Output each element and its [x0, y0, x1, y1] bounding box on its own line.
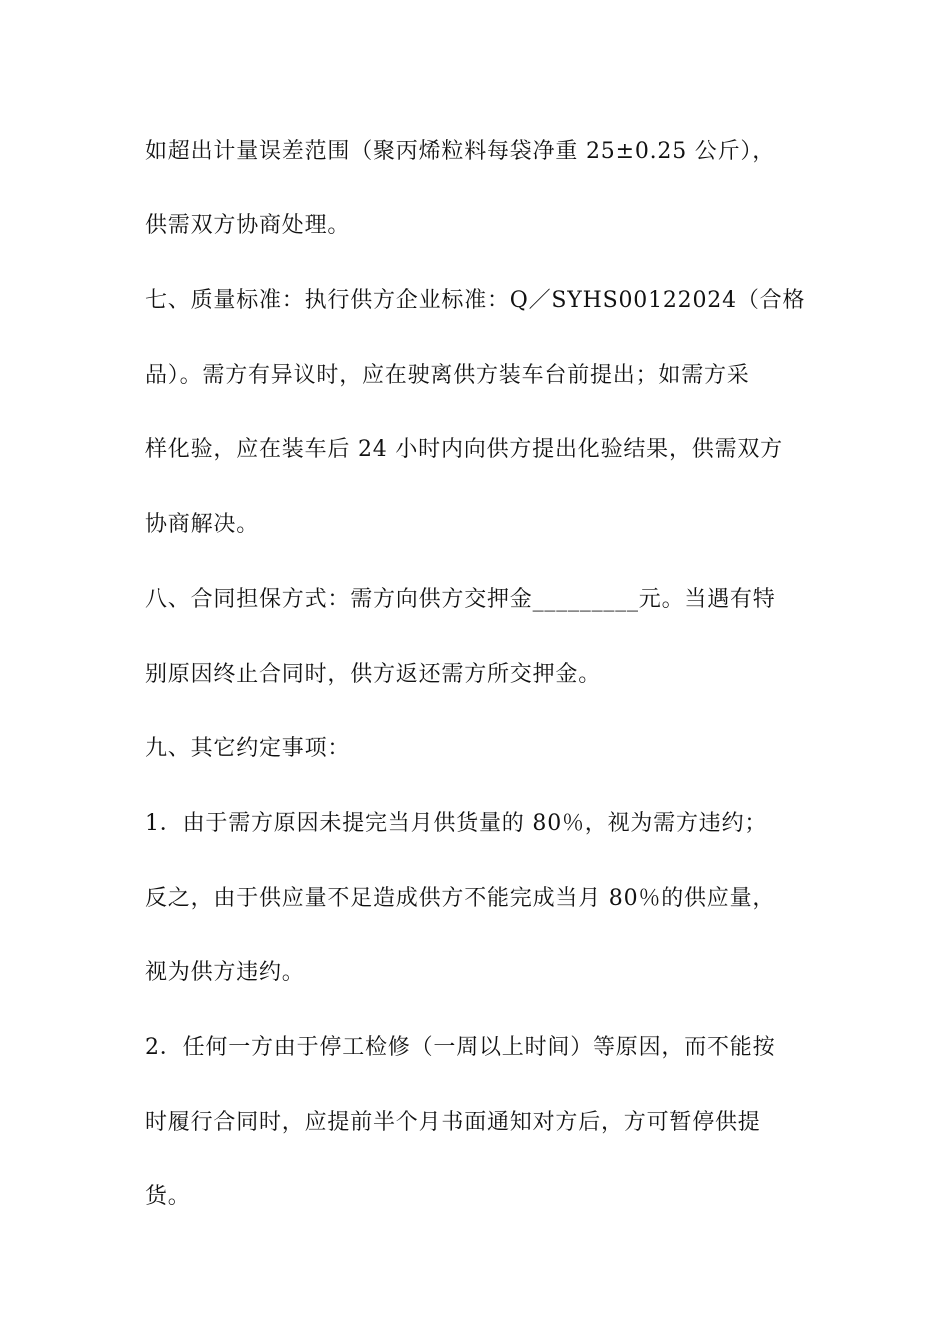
text-line: 反之，由于供应量不足造成供方不能完成当月 80％的供应量，	[145, 886, 776, 911]
text-line: 供需双方协商处理。	[145, 213, 351, 238]
text-line: 2．任何一方由于停工检修（一周以上时间）等原因，而不能按	[145, 1035, 776, 1060]
text-line: 别原因终止合同时，供方返还需方所交押金。	[145, 662, 602, 687]
text-line: 时履行合同时，应提前半个月书面通知对方后，方可暂停供提	[145, 1110, 761, 1135]
text-line: 视为供方违约。	[145, 960, 305, 985]
text-line: 协商解决。	[145, 512, 260, 537]
text-line: 1．由于需方原因未提完当月供货量的 80％，视为需方违约；	[145, 811, 768, 836]
text-line: 货。	[145, 1184, 191, 1209]
text-line: 品）。需方有异议时，应在驶离供方装车台前提出；如需方采	[145, 363, 750, 388]
text-line: 如超出计量误差范围（聚丙烯粒料每袋净重 25±0.25 公斤），	[145, 139, 775, 164]
text-line: 九、其它约定事项：	[145, 736, 351, 761]
text-line: 样化验，应在装车后 24 小时内向供方提出化验结果，供需双方	[145, 437, 783, 462]
text-line: 八、合同担保方式：需方向供方交押金_________元。当遇有特	[145, 587, 776, 612]
text-line: 七、质量标准：执行供方企业标准：Q／SYHS00122024（合格	[145, 288, 806, 313]
